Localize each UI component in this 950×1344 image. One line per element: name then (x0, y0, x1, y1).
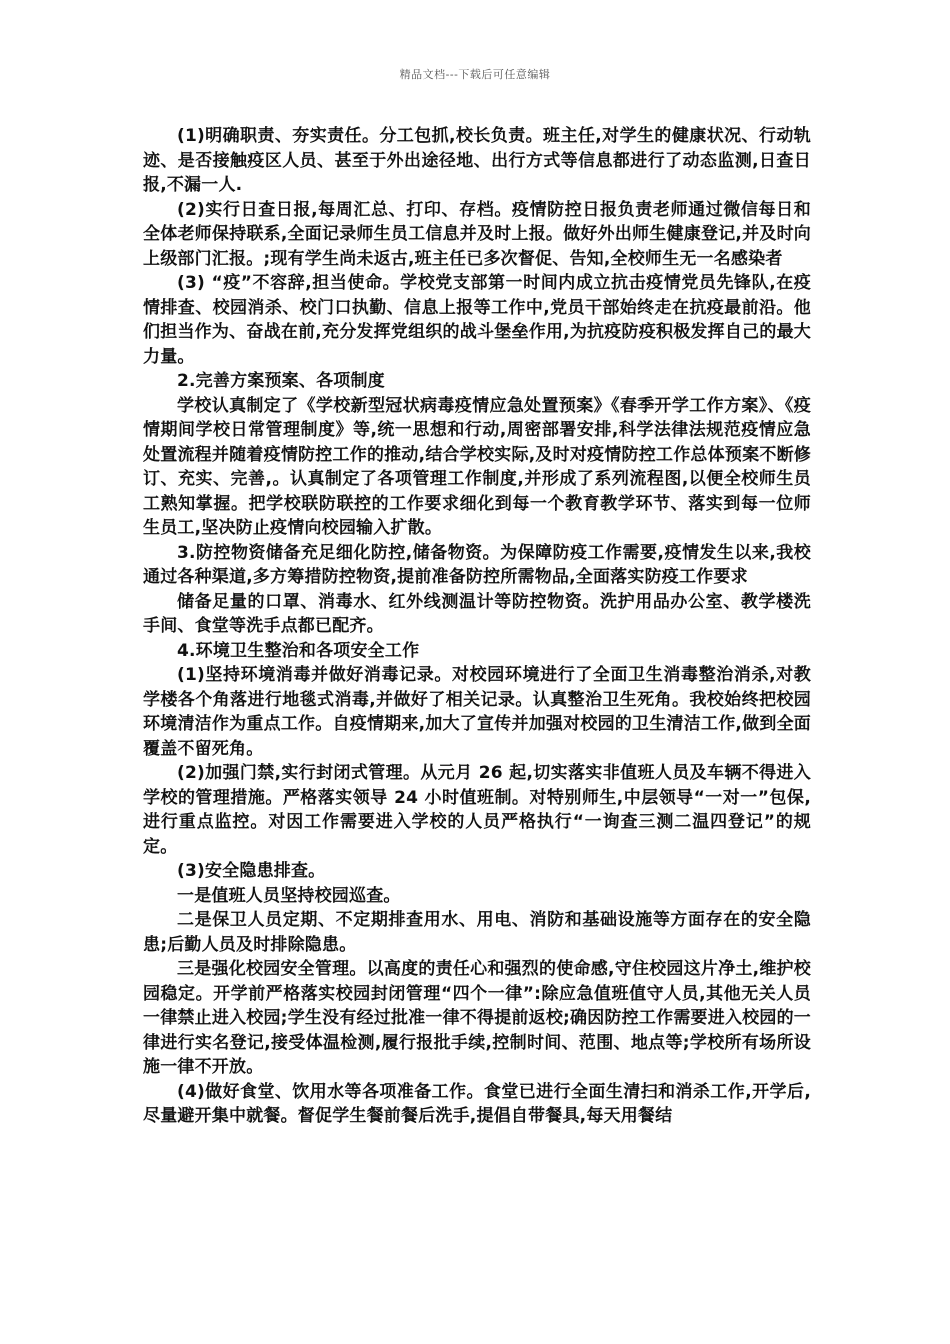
section-heading-2: 2.完善方案预案、各项制度 (177, 371, 385, 391)
paragraph-6: (1)坚持环境消毒并做好消毒记录。对校园环境进行了全面卫生消毒整治消杀,对教学楼各个角落进行地毯式消毒,并做好了相关记录。认真整治卫生死角。我校始终把校园环境清洁作为重点工作。自疫情期来,加大了宣传并加强对校园的卫生清洁工作,做到全面覆盖不留死角。 (143, 665, 811, 759)
paragraph-7: (2)加强门禁,实行封闭式管理。从元月 26 起,切实落实非值班人员及车辆不得进入学校的管理措施。严格落实领导 24 小时值班制。对特别师生,中层领导“一对一”包保,进行重点监控。对因工作需要进入学校的人员严格执行“一询查三测二温四登记”的规定。 (143, 763, 811, 857)
paragraph-3: (3) “疫”不容辞,担当使命。学校党支部第一时间内成立抗击疫情党员先锋队,在疫情排查、校园消杀、校门口执勤、信息上报等工作中,党员干部始终走在抗疫最前沿。他们担当作为、奋战在前,充分发挥党组织的战斗堡垒作用,为抗疫防疫积极发挥自己的最大力量。 (143, 273, 811, 367)
paragraph-10: 二是保卫人员定期、不定期排查用水、用电、消防和基础设施等方面存在的安全隐患;后勤人员及时排除隐患。 (143, 910, 811, 955)
document-body (143, 124, 811, 1129)
paragraph-1: (1)明确职责、夯实责任。分工包抓,校长负责。班主任,对学生的健康状况、行动轨迹、是否接触疫区人员、甚至于外出途径地、出行方式等信息都进行了动态监测,日查日报,不漏一人. (143, 126, 811, 195)
paragraph-11: 三是强化校园安全管理。以高度的责任心和强烈的使命感,守住校园这片净土,维护校园稳定。开学前严格落实校园封闭管理“四个一律”:除应急值班值守人员,其他无关人员一律禁止进入校园;学生没有经过批准一律不得提前返校;确因防控工作需要进入校园的一律进行实名登记,接受体温检测,履行报批手续,控制时间、范围、地点等;学校所有场所设施一律不开放。 (143, 959, 811, 1077)
paragraph-9: 一是值班人员坚持校园巡查。 (177, 885, 401, 906)
section-heading-4: 4.环境卫生整治和各项安全工作 (177, 640, 420, 661)
paragraph-5: 储备足量的口罩、消毒水、红外线测温计等防控物资。洗护用品办公室、教学楼洗手间、食堂等洗手点都已配齐。 (143, 591, 811, 636)
paragraph-8: (3)安全隐患排查。 (177, 861, 326, 881)
page-header: 精品文档---下载后可任意编辑 (399, 68, 551, 81)
paragraph-12: (4)做好食堂、饮用水等各项准备工作。食堂已进行全面生清扫和消杀工作,开学后,尽量避开集中就餐。督促学生餐前餐后洗手,提倡自带餐具,每天用餐结 (143, 1081, 811, 1126)
paragraph-4: 学校认真制定了《学校新型冠状病毒疫情应急处置预案》《春季开学工作方案》、《疫情期间学校日常管理制度》等,统一思想和行动,周密部署安排,科学法律法规范疫情应急处置流程并随着疫情防控工作的推动,结合学校实际,及时对疫情防控工作总体预案不断修订、充实、完善,。认真制定了各项管理工作制度,并形成了系列流程图,以便全校师生员工熟知掌握。把学校联防联控的工作要求细化到每一个教育教学环节、落实到每一位师生员工,坚决防止疫情向校园输入扩散。 (143, 395, 811, 538)
section-heading-3: 3.防控物资储备充足细化防控,储备物资。为保障防疫工作需要,疫情发生以来,我校通过各种渠道,多方筹措防控物资,提前准备防控所需物品,全面落实防疫工作要求 (143, 542, 811, 587)
paragraph-2: (2)实行日查日报,每周汇总、打印、存档。疫情防控日报负责老师通过微信每日和全体老师保持联系,全面记录师生员工信息并及时上报。做好外出师生健康登记,并及时向上级部门汇报。;现有学生尚未返古,班主任已多次督促、告知,全校师生无一名感染者 (143, 199, 811, 269)
